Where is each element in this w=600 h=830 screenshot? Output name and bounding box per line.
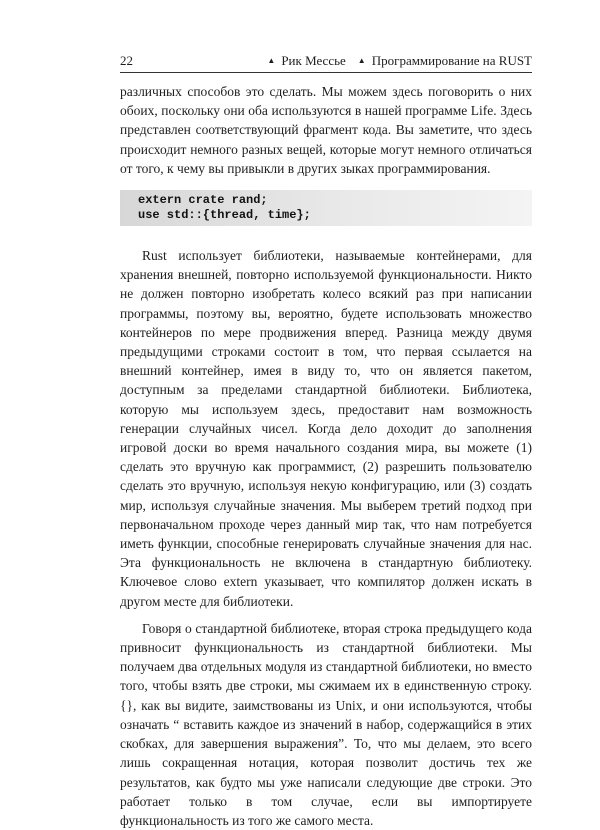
code-line: extern crate rand; xyxy=(138,193,268,208)
page-body xyxy=(120,82,532,830)
page-number: 22 xyxy=(120,53,133,68)
triangle-marker-icon: ▲ xyxy=(357,56,366,65)
header-author: Рик Мессье xyxy=(281,53,346,68)
code-snippet xyxy=(120,190,532,226)
paragraph-intro: различных способов это сделать. Мы можем здесь поговорить о них обоих, поскольку они оба используются в нашей программе Life. Здесь представлен соответствующий фрагмент кода. Вы заметите, что здесь происходит немного разных вещей, которые могут немного отличаться от того, к чему вы привыкли в других зыках программирования. xyxy=(120,84,532,176)
running-head xyxy=(267,52,532,70)
triangle-marker-icon: ▲ xyxy=(267,56,276,65)
header-rule xyxy=(120,72,532,73)
header-book-title: Программирование на RUST xyxy=(371,53,532,68)
page-header xyxy=(120,52,532,72)
paragraph-crates: Rust использует библиотеки, называемые контейнерами, для хранения внешней, повторно используемой функциональности. Никто не должен повторно изобретать колесо всякий раз при написании программы, поэтому вы, вероятно, будете использовать множество контейнеров по мере продвижения вперед. Разница между двумя предыдущими строками состоит в том, что первая ссылается на внешний контейнер, имея в виду то, что он является пакетом, доступным за пределами стандартной библиотеки. Библиотека, которую мы используем здесь, предоставит нам возможность генерации случайных чисел. Когда дело доходит до заполнения игровой доски во время начального создания мира, вы можете (1) сделать это вручную как программист, (2) разрешить пользователю сделать это вручную, используя некую конфигурацию, или (3) создать мир, используя случайные значения. Мы выберем третий подход при первоначальном проходе через данный мир так, что нам потребуется иметь функции, способные генерировать случайные значения для нас. Эта функциональность не включена в стандартную библиотеку. Ключевое слово extern указывает, что компилятор должен искать в другом месте для библиотеки. xyxy=(120,248,532,609)
code-line: use std::{thread, time}; xyxy=(138,208,311,223)
paragraph-stdlib: Говоря о стандартной библиотеке, вторая строка предыдущего кода привносит функциональность из стандартной библиотеки. Мы получаем два отдельных модуля из стандартной библиотеки, но вместо того, чтобы взять две строки, мы сжимаем их в единственную строку. {}, как вы видите, заимствованы из Unix, и они используются, чтобы означать “ вставить каждое из значений в набор, содержащийся в этих скобках, для завершения выражения”. То, что мы делаем, это всего лишь сокращенная нотация, которая позволит достичь тех же результатов, как будто мы уже написали следующие две строки. Это работает только в том случае, если вы импортируете функциональность из того же самого места. xyxy=(120,620,532,828)
